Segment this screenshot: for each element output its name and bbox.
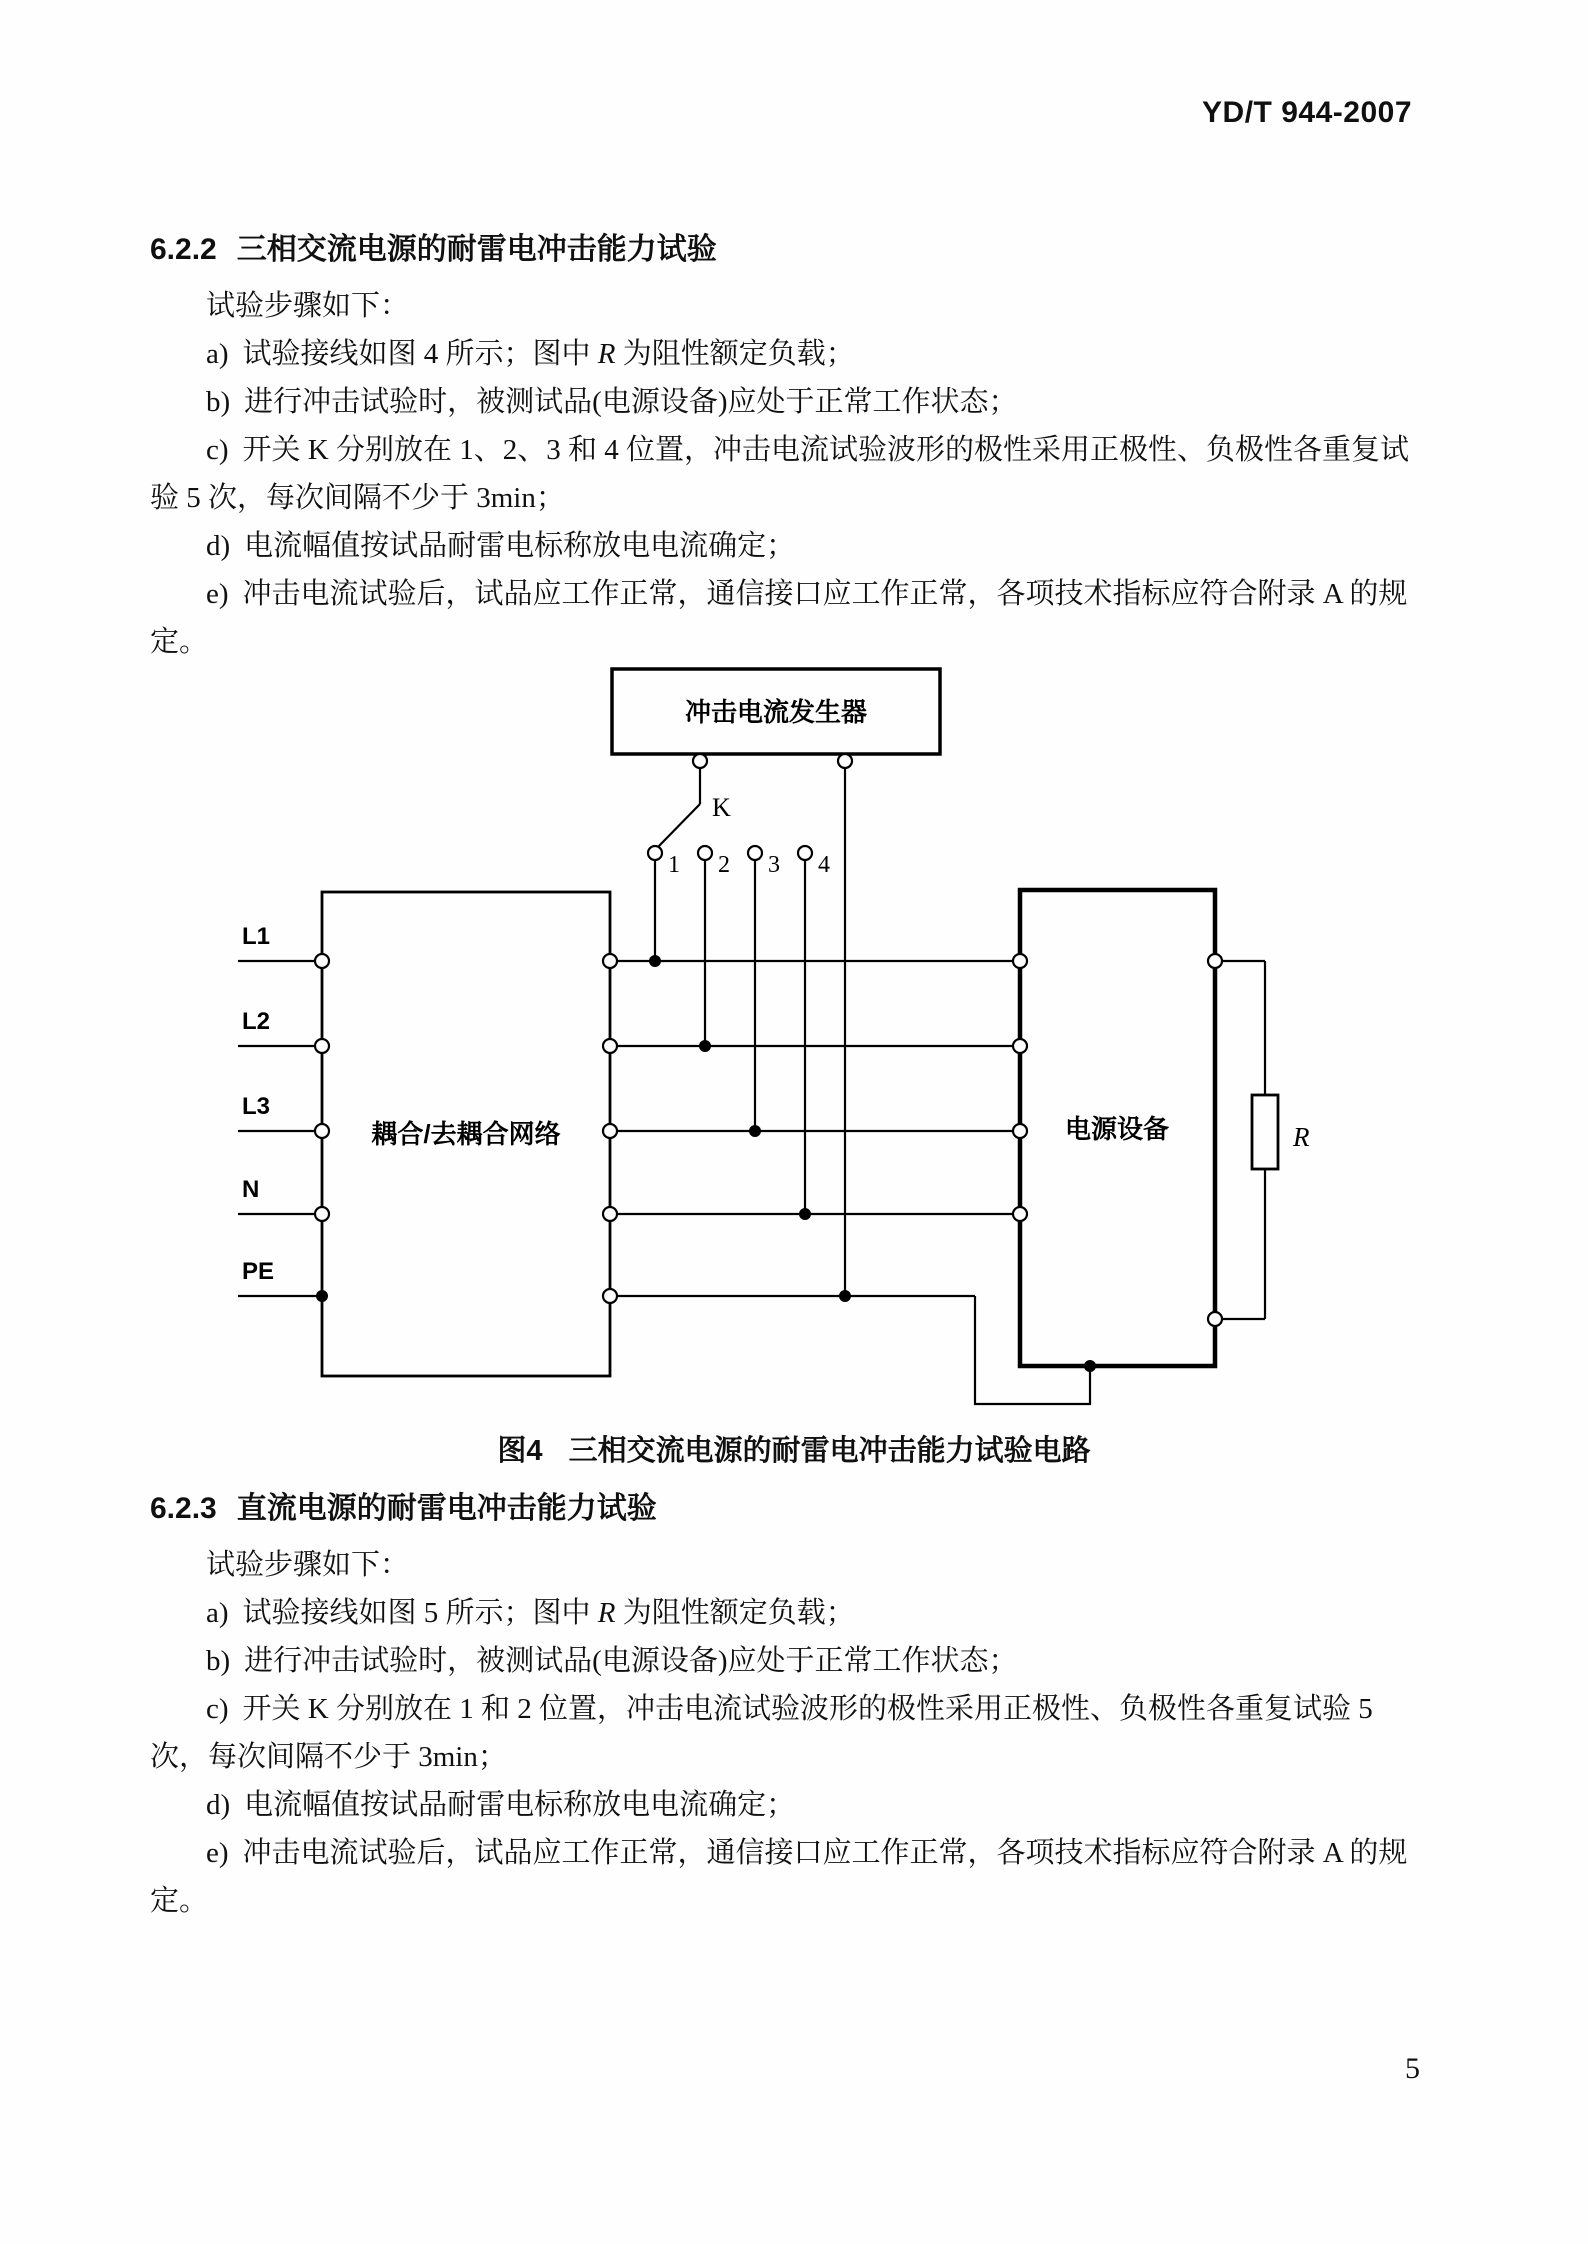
load-resistor — [1222, 961, 1310, 1319]
line-label-l1: L1 — [242, 923, 271, 950]
item-text: 开关 K 分别放在 1、2、3 和 4 位置，冲击电流试验波形的极性采用正极性、负极性各重复试验 5 次，每次间隔不少于 3min； — [150, 434, 1409, 514]
section-intro: 试验步骤如下： — [206, 290, 410, 322]
document-number-header: YD/T 944-2007 — [1202, 96, 1412, 129]
section-title: 三相交流电源的耐雷电冲击能力试验 — [236, 233, 717, 266]
page-number: 5 — [1405, 2052, 1420, 2085]
list-item-c — [150, 426, 1412, 522]
line-label-n: N — [242, 1176, 260, 1203]
supply-line-stubs — [238, 923, 322, 1296]
list-item-a — [150, 330, 1412, 378]
generator-terminal-right — [838, 754, 852, 768]
item-label: c) — [206, 1693, 229, 1725]
item-label: d) — [206, 530, 231, 562]
item-label: b) — [206, 1645, 231, 1677]
device-right-terminal-top — [1208, 954, 1222, 968]
line-label-l2: L2 — [242, 1008, 271, 1035]
coupling-right-terminal-l1 — [603, 954, 617, 968]
item-variable: R — [597, 1597, 616, 1629]
junction-pe — [839, 1290, 851, 1302]
section-intro: 试验步骤如下： — [206, 1549, 410, 1581]
coupling-right-terminal-l3 — [603, 1124, 617, 1138]
switch-position-2 — [698, 846, 712, 860]
coupling-left-junction-pe — [316, 1290, 328, 1302]
section-number: 6.2.3 — [150, 1492, 217, 1525]
junction-l1 — [649, 955, 661, 967]
switch-k-label: K — [712, 793, 731, 822]
item-text: 进行冲击试验时，被测试品(电源设备)应处于正常工作状态； — [244, 386, 1018, 418]
item-label: c) — [206, 434, 229, 466]
load-resistor-label: R — [1293, 1122, 1310, 1152]
item-label: b) — [206, 386, 231, 418]
coupling-right-terminal-pe — [603, 1289, 617, 1303]
position-label-2: 2 — [718, 852, 730, 878]
position-label-3: 3 — [768, 852, 780, 878]
circuit-diagram — [0, 666, 1588, 1421]
switch-k — [648, 768, 830, 878]
item-label: a) — [206, 338, 229, 370]
device-left-terminal-l2 — [1013, 1039, 1027, 1053]
surge-generator-box — [612, 669, 940, 754]
power-equipment-label: 电源设备 — [1064, 1114, 1170, 1144]
item-label: a) — [206, 1597, 229, 1629]
item-text: 开关 K 分别放在 1 和 2 位置，冲击电流试验波形的极性采用正极性、负极性各重复试验 5 次，每次间隔不少于 3min； — [150, 1693, 1373, 1773]
coupling-right-terminal-n — [603, 1207, 617, 1221]
item-text: 试验接线如图 4 所示；图中 — [242, 338, 598, 370]
list-item-b — [150, 378, 1412, 426]
surge-generator-label: 冲击电流发生器 — [684, 697, 868, 727]
page-content — [0, 0, 1588, 666]
item-label: e) — [206, 1837, 229, 1869]
position-label-1: 1 — [668, 852, 680, 878]
item-label: e) — [206, 578, 229, 610]
switch-position-3 — [748, 846, 762, 860]
item-text: 冲击电流试验后，试品应工作正常，通信接口应工作正常，各项技术指标应符合附录 A 的规定。 — [150, 578, 1408, 658]
list-item-a — [150, 1589, 1412, 1637]
item-text: 试验接线如图 5 所示；图中 — [242, 1597, 598, 1629]
item-text: 冲击电流试验后，试品应工作正常，通信接口应工作正常，各项技术指标应符合附录 A 的规定。 — [150, 1837, 1408, 1917]
junction-l3 — [749, 1125, 761, 1137]
line-label-l3: L3 — [242, 1093, 271, 1120]
list-item-e — [150, 1829, 1412, 1925]
item-text: 进行冲击试验时，被测试品(电源设备)应处于正常工作状态； — [244, 1645, 1018, 1677]
device-left-terminal-n — [1013, 1207, 1027, 1221]
item-text: 电流幅值按试品耐雷电标称放电电流确定； — [244, 530, 796, 562]
coupling-network-label: 耦合/去耦合网络 — [371, 1119, 561, 1149]
section-number: 6.2.2 — [150, 233, 217, 266]
switch-position-1 — [648, 846, 662, 860]
resistor-symbol — [1252, 1095, 1278, 1169]
generator-terminal-left — [693, 754, 707, 768]
coupling-left-terminal-l2 — [315, 1039, 329, 1053]
device-left-terminal-l1 — [1013, 954, 1027, 968]
phase-wires — [617, 961, 1013, 1296]
device-left-terminal-l3 — [1013, 1124, 1027, 1138]
list-item-e — [150, 570, 1412, 666]
coupling-right-terminal-l2 — [603, 1039, 617, 1053]
section-heading-623 — [150, 1485, 1412, 1533]
figure-caption-text: 三相交流电源的耐雷电冲击能力试验电路 — [568, 1435, 1091, 1467]
item-variable: R — [597, 338, 616, 370]
item-text-post: 为阻性额定负载； — [615, 1597, 855, 1629]
item-label: d) — [206, 1789, 231, 1821]
coupling-left-terminal-l1 — [315, 954, 329, 968]
page-content-lower — [0, 1485, 1588, 1925]
device-right-terminal-bottom — [1208, 1312, 1222, 1326]
position-label-4: 4 — [818, 852, 830, 878]
list-item-d — [150, 522, 1412, 570]
figure-4-caption — [0, 1427, 1588, 1475]
coupling-left-terminal-l3 — [315, 1124, 329, 1138]
coupling-network-box — [322, 892, 610, 1376]
section-title: 直流电源的耐雷电冲击能力试验 — [236, 1492, 657, 1525]
section-heading-622 — [150, 226, 1412, 274]
list-item-d — [150, 1781, 1412, 1829]
switch-position-4 — [798, 846, 812, 860]
figure-caption-label: 图4 — [497, 1435, 543, 1467]
line-label-pe: PE — [242, 1258, 275, 1285]
list-item-b — [150, 1637, 1412, 1685]
item-text-post: 为阻性额定负载； — [615, 338, 855, 370]
pe-return-wire — [975, 1296, 1090, 1404]
list-item-c — [150, 1685, 1412, 1781]
figure-4 — [0, 666, 1588, 1475]
coupling-left-terminal-n — [315, 1207, 329, 1221]
junction-l2 — [699, 1040, 711, 1052]
item-text: 电流幅值按试品耐雷电标称放电电流确定； — [244, 1789, 796, 1821]
power-equipment-box — [1020, 890, 1215, 1366]
junction-n — [799, 1208, 811, 1220]
